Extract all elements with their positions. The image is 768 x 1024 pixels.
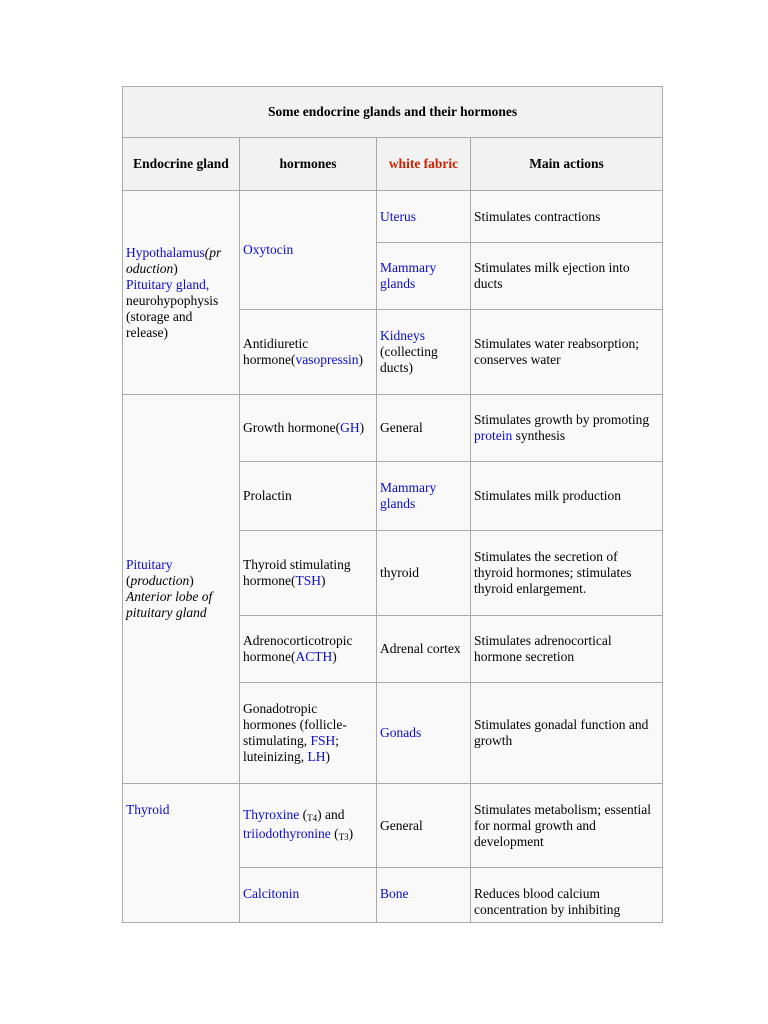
action-cell: Stimulates milk ejection into ducts <box>471 243 663 310</box>
link-mammary-glands[interactable]: Mammary glands <box>380 260 437 291</box>
action-gh-pre: Stimulates growth by promoting <box>474 412 650 427</box>
link-gh[interactable]: GH <box>340 420 360 435</box>
table-caption: Some endocrine glands and their hormones <box>123 87 663 138</box>
link-hypothalamus[interactable]: Hypothalamus <box>126 244 205 260</box>
link-oxytocin[interactable]: Oxytocin <box>243 242 294 257</box>
action-cell <box>471 395 663 462</box>
link-mammary-glands[interactable]: Mammary glands <box>380 480 437 511</box>
action-cell: Stimulates contractions <box>471 191 663 243</box>
gland-pituitary-close: ) <box>189 573 194 588</box>
gland-hypothalamus <box>123 191 240 395</box>
hormone-adh <box>240 310 377 395</box>
target-cell: thyroid <box>377 531 471 616</box>
hormone-gonadotropic <box>240 683 377 784</box>
target-cell <box>377 868 471 923</box>
action-cell: Stimulates water reabsorption; conserves water <box>471 310 663 395</box>
link-lh[interactable]: LH <box>307 749 326 764</box>
t3-close: ) <box>348 825 354 841</box>
gland-thyroid <box>123 784 240 923</box>
target-cell: General <box>377 784 471 868</box>
link-pituitary[interactable]: Pituitary <box>126 557 173 572</box>
t3-sub: T3 <box>338 831 349 842</box>
link-thyroid[interactable]: Thyroid <box>126 802 170 817</box>
target-cell: Adrenal cortex <box>377 616 471 683</box>
hormone-adh-text: Antidiuretic hormone( <box>243 336 309 367</box>
action-cell: Stimulates the secretion of thyroid hormones; stimulates thyroid enlargement. <box>471 531 663 616</box>
action-cell: Stimulates gonadal function and growth <box>471 683 663 784</box>
header-main-actions: Main actions <box>471 138 663 191</box>
gland-pituitary-anterior: Anterior lobe of pituitary gland <box>126 589 213 620</box>
action-cell: Stimulates adrenocortical hormone secretion <box>471 616 663 683</box>
hormone-gh-text: Growth hormone( <box>243 420 341 435</box>
target-cell <box>377 191 471 243</box>
hormone-acth <box>240 616 377 683</box>
link-calcitonin[interactable]: Calcitonin <box>243 886 300 901</box>
target-cell <box>377 462 471 531</box>
action-cell: Stimulates milk production <box>471 462 663 531</box>
link-fsh[interactable]: FSH <box>310 733 336 748</box>
target-cell <box>377 683 471 784</box>
hormone-gh <box>240 395 377 462</box>
gland-hypothalamus-rest: neurohypophysis (storage and release) <box>126 292 219 340</box>
target-cell: General <box>377 395 471 462</box>
header-hormones: hormones <box>240 138 377 191</box>
link-pituitary-gland[interactable]: Pituitary gland, <box>126 276 210 292</box>
link-kidneys[interactable]: Kidneys <box>380 328 425 343</box>
gland-pituitary-open: ( <box>126 573 131 588</box>
t4-close: ) and <box>317 806 345 822</box>
header-white-fabric: white fabric <box>377 138 471 191</box>
endocrine-table <box>122 86 663 923</box>
hormone-tsh-text: Thyroid stimulating hormone( <box>243 557 351 588</box>
target-cell <box>377 243 471 310</box>
link-acth[interactable]: ACTH <box>295 649 333 664</box>
t4-sub: T4 <box>307 812 318 823</box>
action-cell: Stimulates metabolism; essential for normal growth and development <box>471 784 663 868</box>
hormone-oxytocin <box>240 191 377 310</box>
link-protein[interactable]: protein <box>474 428 513 443</box>
gland-pituitary <box>123 395 240 784</box>
hormone-gon-mid: ; luteinizing, <box>243 733 340 764</box>
t4-open: ( <box>302 806 308 822</box>
link-tsh[interactable]: TSH <box>295 573 321 588</box>
hormone-gh-close: ) <box>359 420 365 435</box>
hormone-tsh-close: ) <box>321 573 326 588</box>
header-endocrine-gland: Endocrine gland <box>123 138 240 191</box>
gland-pituitary-italic: production <box>130 573 190 588</box>
hormone-tsh <box>240 531 377 616</box>
target-cell <box>377 310 471 395</box>
link-gonads[interactable]: Gonads <box>380 725 422 740</box>
gland-hypothalamus-close: ) <box>173 260 178 276</box>
hormone-gon-text: Gonadotropic hormones (follicle-stimulating, <box>243 701 347 748</box>
hormone-gon-close: ) <box>325 749 330 764</box>
hormone-calcitonin <box>240 868 377 923</box>
link-vasopressin[interactable]: vasopressin <box>295 352 359 367</box>
action-gh-post: synthesis <box>515 428 566 443</box>
hormone-acth-text: Adrenocorticotropic hormone( <box>243 633 353 664</box>
link-thyroxine[interactable]: Thyroxine <box>243 806 300 822</box>
hormone-adh-close: ) <box>358 352 363 367</box>
gland-hypothalamus-italic: (pr oduction <box>126 244 222 276</box>
hormone-prolactin: Prolactin <box>240 462 377 531</box>
link-bone[interactable]: Bone <box>380 886 409 901</box>
link-uterus[interactable]: Uterus <box>380 208 416 224</box>
link-triiodothyronine[interactable]: triiodothyronine <box>243 825 331 841</box>
hormone-acth-close: ) <box>332 649 337 664</box>
action-cell: Reduces blood calcium concentration by inhibiting <box>471 868 663 923</box>
hormone-thyroxine <box>240 784 377 868</box>
target-kidneys-rest: (collecting ducts) <box>380 344 438 375</box>
t3-open: ( <box>334 825 339 841</box>
